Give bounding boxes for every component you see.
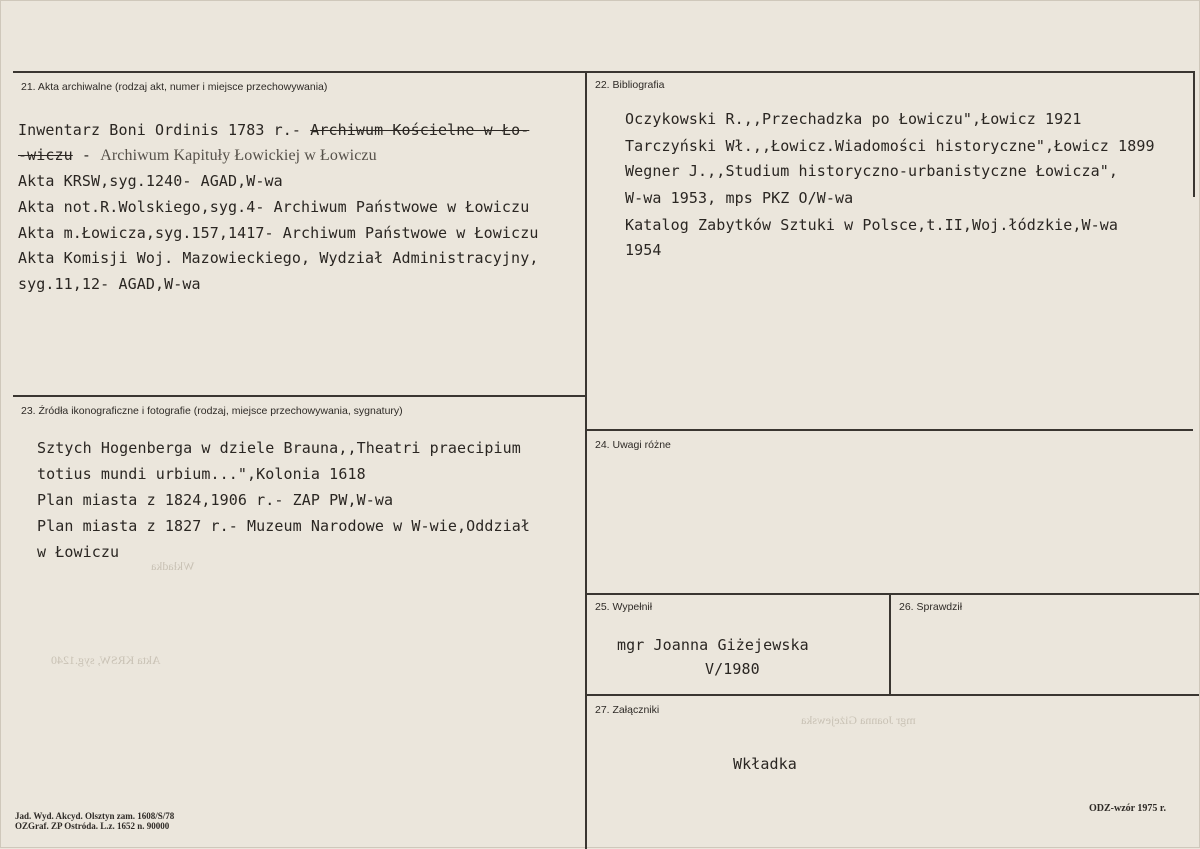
section-22-header: 22. Bibliografia (595, 79, 665, 91)
filled-by-date: V/1980 (705, 660, 760, 678)
s21-line-3: Akta KRSW,syg.1240- AGAD,W-wa (18, 172, 283, 190)
s21-line-2 (18, 144, 377, 167)
show-through-mark: Akta KRSW, syg.1240 (51, 653, 161, 667)
section-26-header: 26. Sprawdził (899, 601, 963, 613)
s21-line-1 (18, 119, 529, 141)
section-23-header: 23. Źródła ikonograficzne i fotografie (rodzaj, miejsce przechowywania, sygnatury) (21, 405, 403, 417)
top-rule (13, 71, 1193, 73)
s22-line-4: W-wa 1953, mps PKZ O/W-wa (625, 189, 854, 207)
s22-line-5: Katalog Zabytków Sztuki w Polsce,t.II,Woj.łódzkie,W-wa (625, 216, 1119, 234)
rule-22-24 (587, 429, 1193, 431)
s21-inserted-text: Archiwum Kapituły Łowickiej w Łowiczu (100, 147, 377, 164)
s23-line-3: Plan miasta z 1824,1906 r.- ZAP PW,W-wa (37, 491, 394, 509)
s23-line-1: Sztych Hogenberga w dziele Brauna,,Theatri praecipium (37, 439, 521, 457)
section-27-header: 27. Załączniki (595, 704, 660, 716)
s21-struck-text-2: -wiczu (18, 146, 73, 164)
section-25-header: 25. Wypełnił (595, 601, 653, 613)
s21-line-5: Akta m.Łowicza,syg.157,1417- Archiwum Państwowe w Łowiczu (18, 224, 539, 242)
s21-line-6: Akta Komisji Woj. Mazowieckiego, Wydział Administracyjny, (18, 249, 539, 267)
s21-line-4: Akta not.R.Wolskiego,syg.4- Archiwum Państwowe w Łowiczu (18, 198, 530, 216)
s23-line-2: totius mundi urbium...",Kolonia 1618 (37, 465, 366, 483)
s23-line-4: Plan miasta z 1827 r.- Muzeum Narodowe w W-wie,Oddział (37, 517, 531, 535)
print-info-line-1: Jad. Wyd. Akcyd. Olsztyn zam. 1608/S/78 (15, 811, 175, 821)
s21-line-1-text: Inwentarz Boni Ordinis 1783 r.- (18, 121, 311, 139)
show-through-mark: mgr Joanna Giżejewska (801, 713, 916, 727)
s22-line-6: 1954 (625, 241, 662, 259)
divider-25-26 (889, 593, 891, 695)
s21-dash: - (72, 146, 101, 164)
s22-line-3: Wegner J.,,Studium historyczno-urbanistyczne Łowicza", (625, 162, 1119, 180)
section-21-header: 21. Akta archiwalne (rodzaj akt, numer i miejsce przechowywania) (21, 81, 328, 93)
print-info-line-2: OZGraf. ZP Ostróda. L.z. 1652 n. 90000 (15, 821, 170, 831)
center-divider (585, 71, 587, 849)
rule-24-25 (587, 593, 1199, 595)
s21-struck-text-1: Archiwum Kościelne w Ło- (310, 121, 530, 139)
s23-line-5: w Łowiczu (37, 543, 120, 561)
rule-25-27 (587, 694, 1199, 696)
show-through-mark: Wkładka (151, 559, 195, 573)
form-template-id: ODZ-wzór 1975 r. (1089, 803, 1166, 814)
filled-by-name: mgr Joanna Giżejewska (617, 636, 809, 654)
rule-21-23 (13, 395, 585, 397)
right-edge (1193, 71, 1195, 197)
section-24-header: 24. Uwagi różne (595, 439, 671, 451)
s21-line-7: syg.11,12- AGAD,W-wa (18, 275, 201, 293)
s22-line-1: Oczykowski R.,,Przechadzka po Łowiczu",Łowicz 1921 (625, 110, 1082, 128)
attachment-item: Wkładka (733, 755, 797, 773)
s22-line-2: Tarczyński Wł.,,Łowicz.Wiadomości historyczne",Łowicz 1899 (625, 137, 1155, 155)
